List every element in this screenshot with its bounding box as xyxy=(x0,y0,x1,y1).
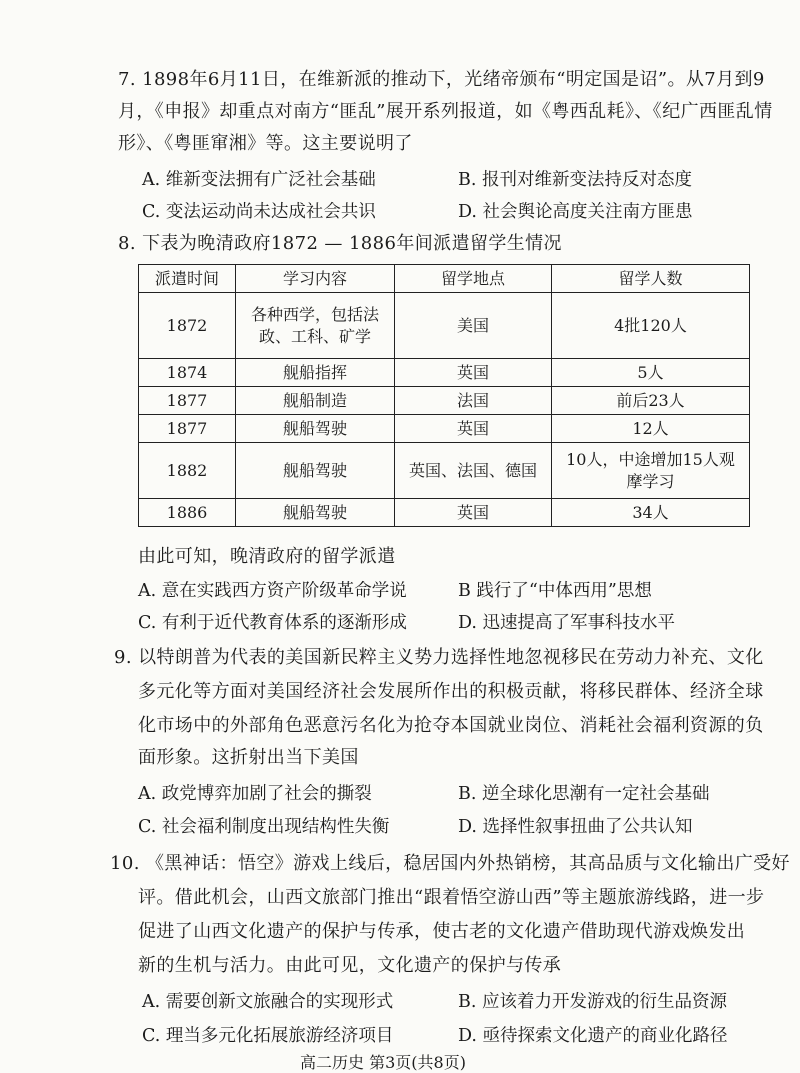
table-header: 学习内容 xyxy=(236,265,395,293)
q8-conclusion: 由此可知，晚清政府的留学派遣 xyxy=(138,546,396,567)
q10-option-d: D. 亟待探索文化遗产的商业化路径 xyxy=(458,1026,728,1046)
table-header: 留学人数 xyxy=(552,265,750,293)
q7-option-b: B. 报刊对维新变法持反对态度 xyxy=(458,170,692,190)
q9-stem-line2: 多元化等方面对美国经济社会发展所作出的积极贡献，将移民群体、经济全球 xyxy=(138,681,764,702)
table-cell: 10人，中途增加15人观摩学习 xyxy=(552,443,750,499)
table-row xyxy=(139,499,750,527)
table-cell: 法国 xyxy=(395,387,552,415)
q7-option-a: A. 维新变法拥有广泛社会基础 xyxy=(142,170,376,190)
study-abroad-table xyxy=(138,264,750,527)
table-cell: 英国 xyxy=(395,359,552,387)
table-cell: 舰船指挥 xyxy=(236,359,395,387)
table-cell: 美国 xyxy=(395,293,552,359)
q10-stem-line3: 促进了山西文化遗产的保护与传承，使古老的文化遗产借助现代游戏焕发出 xyxy=(138,921,746,942)
table-cell: 舰船驾驶 xyxy=(236,499,395,527)
q7-stem-line3: 形》、《粤匪窜湘》等。这主要说明了 xyxy=(118,133,413,154)
table-cell: 4批120人 xyxy=(552,293,750,359)
table-cell: 舰船驾驶 xyxy=(236,443,395,499)
q9-option-d: D. 选择性叙事扭曲了公共认知 xyxy=(458,817,693,837)
table-row xyxy=(139,443,750,499)
table-cell: 1874 xyxy=(139,359,236,387)
q8-option-c: C. 有利于近代教育体系的逐渐形成 xyxy=(138,613,407,633)
q9-option-c: C. 社会福利制度出现结构性失衡 xyxy=(138,817,390,837)
q10-stem-line2: 评。借此机会，山西文旅部门推出“跟着悟空游山西”等主题旅游线路，进一步 xyxy=(138,887,765,908)
table-cell: 舰船制造 xyxy=(236,387,395,415)
q9-stem-line3: 化市场中的外部角色恶意污名化为抢夺本国就业岗位、消耗社会福利资源的负 xyxy=(138,715,764,736)
table-cell: 12人 xyxy=(552,415,750,443)
table-cell: 英国 xyxy=(395,499,552,527)
table-header: 留学地点 xyxy=(395,265,552,293)
table-cell: 英国 xyxy=(395,415,552,443)
table-row xyxy=(139,415,750,443)
q8-option-d: D. 迅速提高了军事科技水平 xyxy=(458,613,676,633)
q7-stem-line1: 7. 1898年6月11日，在维新派的推动下，光绪帝颁布“明定国是诏”。从7月到9 xyxy=(118,69,765,90)
table-cell: 前后23人 xyxy=(552,387,750,415)
table-row xyxy=(139,387,750,415)
q9-option-b: B. 逆全球化思潮有一定社会基础 xyxy=(458,784,710,804)
q10-option-c: C. 理当多元化拓展旅游经济项目 xyxy=(142,1026,394,1046)
q10-stem-line1: 10. 《黑神话：悟空》游戏上线后，稳居国内外热销榜，其高品质与文化输出广受好 xyxy=(110,853,790,874)
q10-stem-line4: 新的生机与活力。由此可见，文化遗产的保护与传承 xyxy=(138,955,562,976)
q10-option-b: B. 应该着力开发游戏的衍生品资源 xyxy=(458,992,727,1012)
table-cell: 34人 xyxy=(552,499,750,527)
q9-stem-line1: 9. 以特朗普为代表的美国新民粹主义势力选择性地忽视移民在劳动力补充、文化 xyxy=(114,647,764,668)
q8-option-a: A. 意在实践西方资产阶级革命学说 xyxy=(138,581,407,601)
table-cell: 英国、法国、德国 xyxy=(395,443,552,499)
q10-option-a: A. 需要创新文旅融合的实现形式 xyxy=(142,992,394,1012)
table-cell: 舰船驾驶 xyxy=(236,415,395,443)
table-row xyxy=(139,293,750,359)
table-header: 派遣时间 xyxy=(139,265,236,293)
table-row xyxy=(139,359,750,387)
q8-option-b: B 践行了“中体西用”思想 xyxy=(458,581,652,601)
table-cell: 5人 xyxy=(552,359,750,387)
table-cell: 1877 xyxy=(139,387,236,415)
q7-option-d: D. 社会舆论高度关注南方匪患 xyxy=(458,202,693,222)
q7-stem-line2: 月，《申报》却重点对南方“匪乱”展开系列报道，如《粤西乱耗》、《纪广西匪乱情 xyxy=(118,101,773,122)
table-cell: 各种西学，包括法政、工科、矿学 xyxy=(236,293,395,359)
q8-stem: 8. 下表为晚清政府1872 — 1886年间派遣留学生情况 xyxy=(118,233,562,254)
q7-option-c: C. 变法运动尚未达成社会共识 xyxy=(142,202,376,222)
q9-option-a: A. 政党博弈加剧了社会的撕裂 xyxy=(138,784,372,804)
table-cell: 1877 xyxy=(139,415,236,443)
q9-stem-line4: 面形象。这折射出当下美国 xyxy=(138,747,359,768)
table-cell: 1882 xyxy=(139,443,236,499)
table-cell: 1872 xyxy=(139,293,236,359)
page-footer: 高二历史 第3页(共8页) xyxy=(300,1053,466,1072)
table-cell: 1886 xyxy=(139,499,236,527)
